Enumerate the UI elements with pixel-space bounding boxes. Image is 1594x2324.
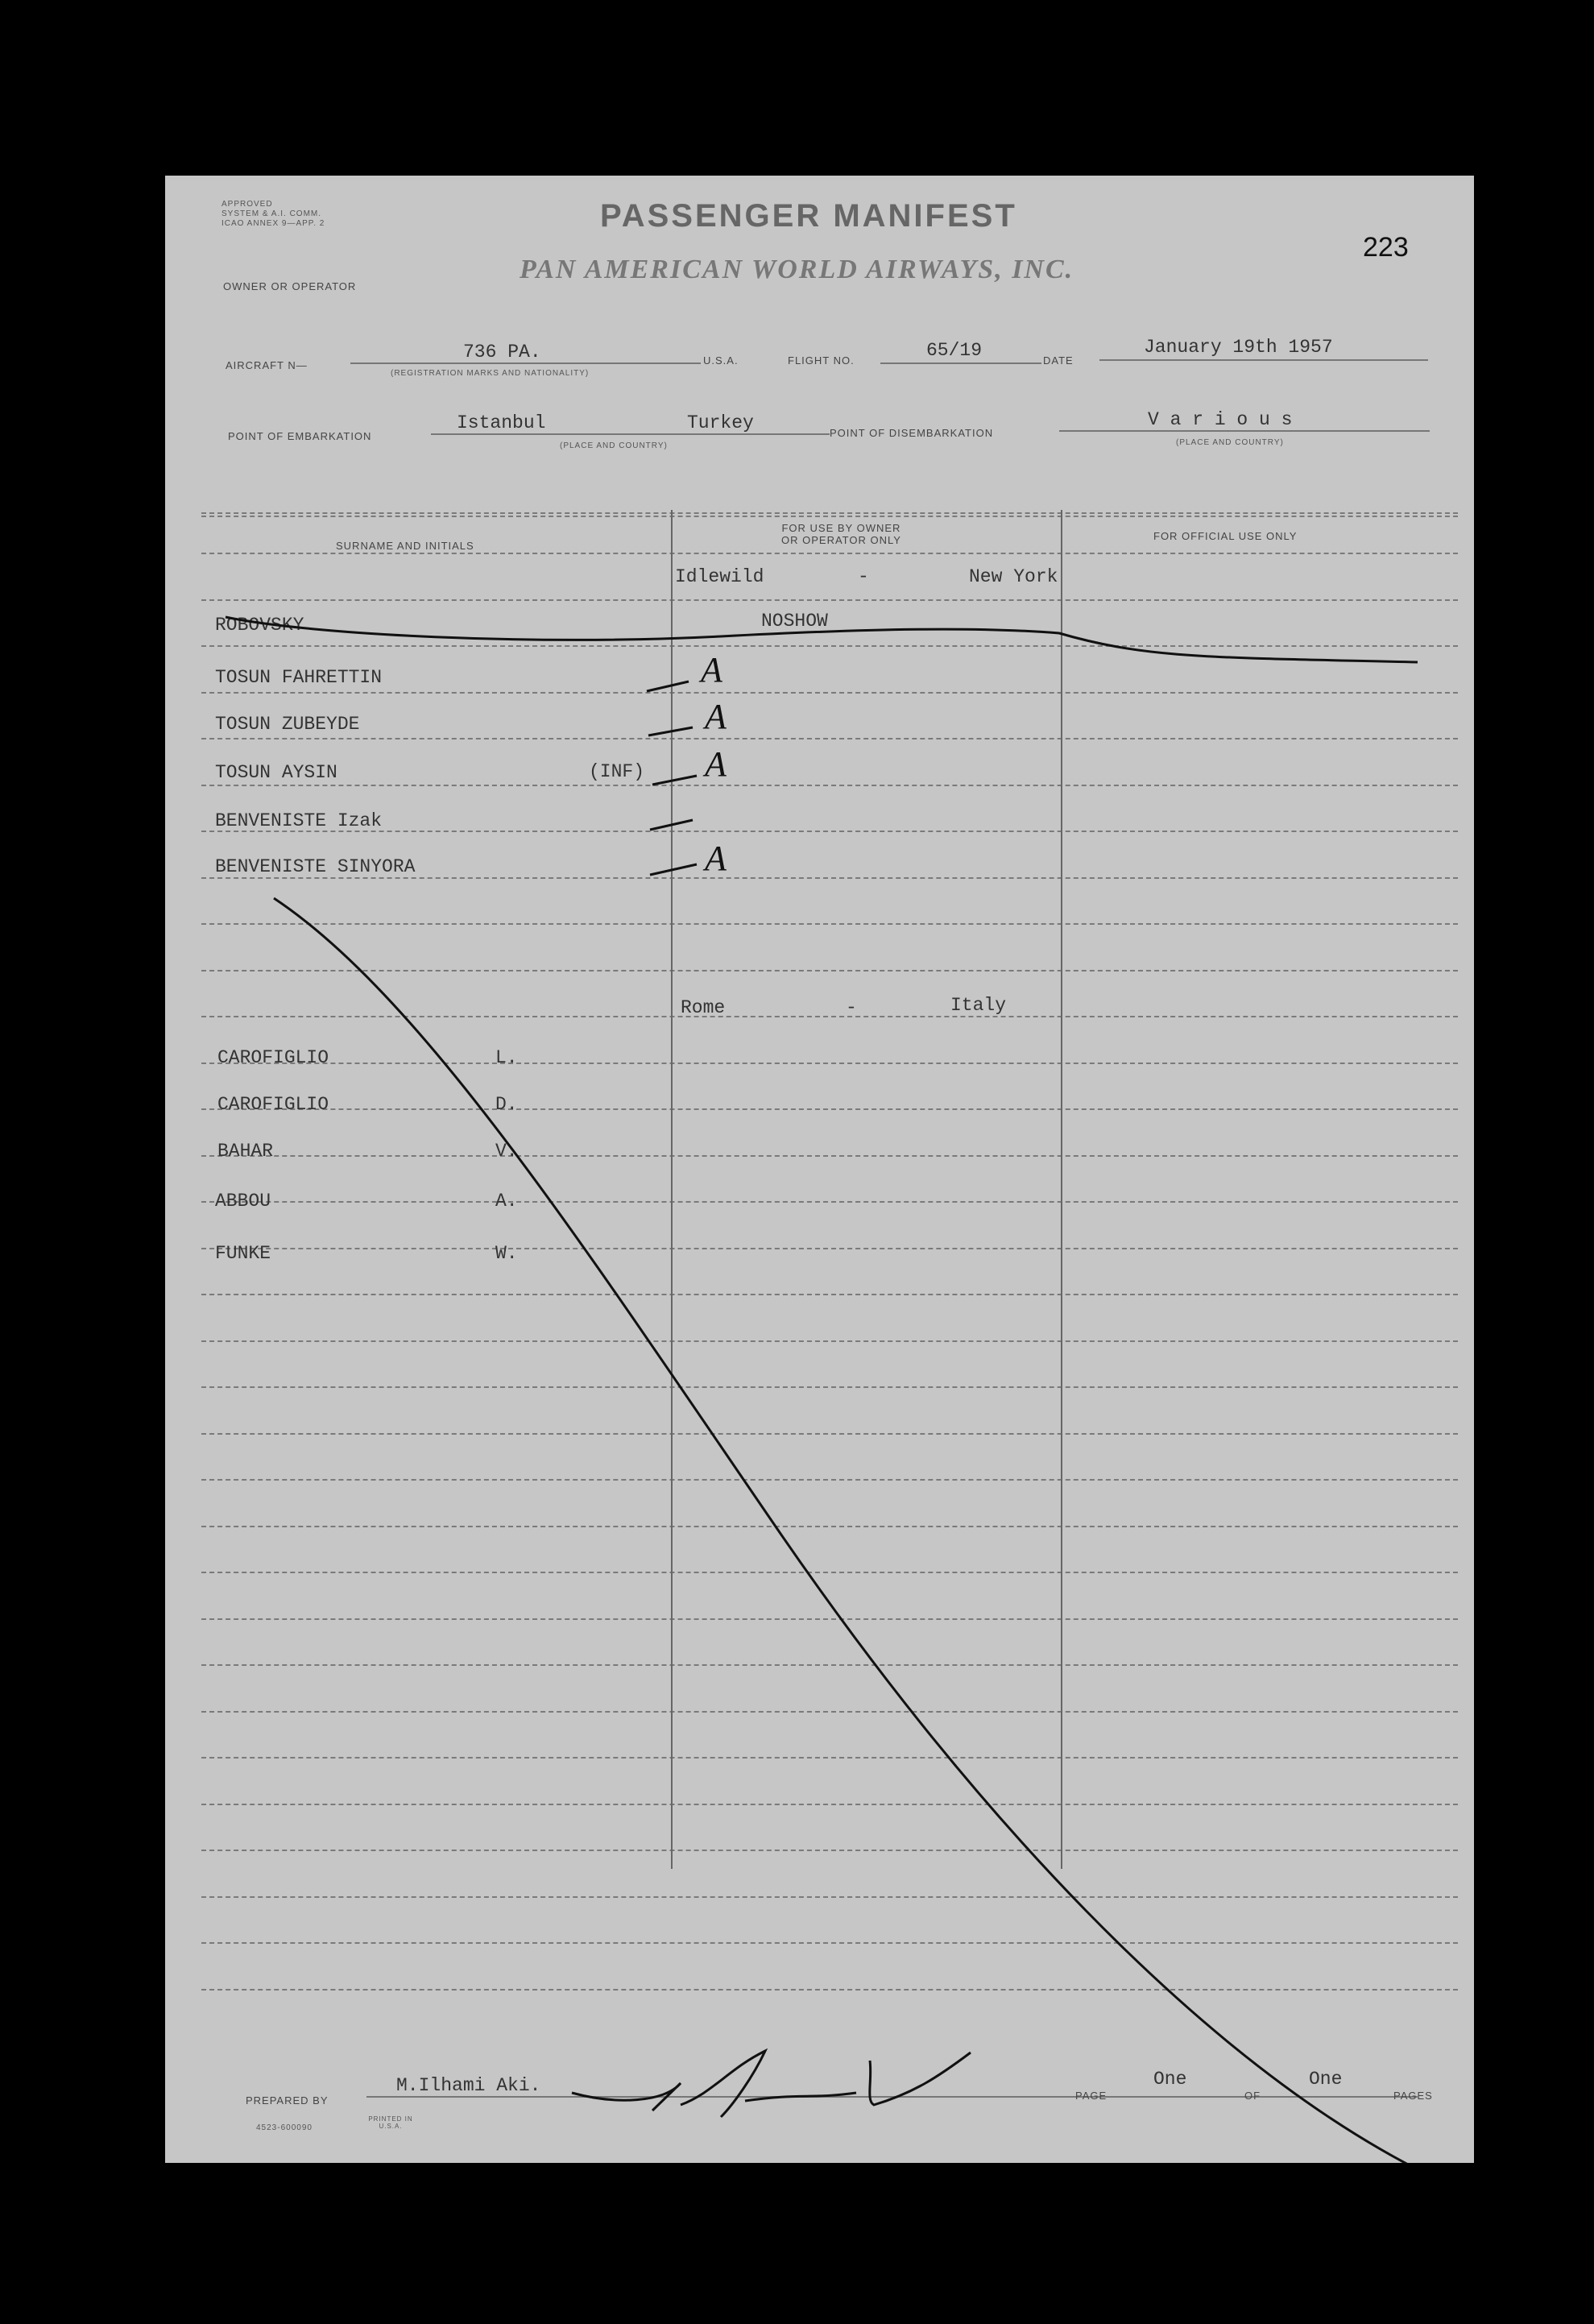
owner-header-line: FOR USE BY OWNER: [781, 522, 901, 534]
pen-strokes: [165, 176, 1474, 2163]
passenger-mark: A: [705, 839, 727, 878]
disembarkation-value: V a r i o u s: [1148, 409, 1293, 430]
form-title: PASSENGER MANIFEST: [600, 198, 1017, 234]
passenger-initial: D.: [495, 1094, 518, 1115]
embarkation-caption: (PLACE AND COUNTRY): [560, 441, 668, 450]
owner-label: OWNER OR OPERATOR: [223, 280, 357, 292]
passenger-name: TOSUN FAHRETTIN: [215, 667, 383, 688]
registration-caption: (REGISTRATION MARKS AND NATIONALITY): [391, 369, 590, 378]
owner-value: PAN AMERICAN WORLD AIRWAYS, INC.: [520, 255, 1074, 284]
usa-label: U.S.A.: [703, 354, 739, 367]
date-label: DATE: [1043, 354, 1074, 367]
group2-to: Italy: [950, 995, 1007, 1016]
check-dash: [647, 681, 689, 691]
passenger-extra: (INF): [589, 761, 645, 782]
diagonal-cancel-stroke: [274, 898, 1410, 2163]
aircraft-label: AIRCRAFT N—: [226, 359, 308, 371]
passenger-initial: L.: [495, 1047, 518, 1068]
passenger-mark: A: [705, 697, 727, 736]
printer-mark: PRINTED IN U.S.A.: [368, 2115, 413, 2130]
passenger-name: CAROFIGLIO: [217, 1094, 329, 1115]
group2-dash: -: [846, 997, 857, 1018]
group1-dash: -: [858, 566, 869, 587]
passenger-name: BAHAR: [217, 1141, 274, 1162]
passenger-name: FUNKE: [215, 1243, 271, 1264]
group1-to: New York: [969, 566, 1058, 587]
group1-from: Idlewild: [675, 566, 764, 587]
page-label: PAGE: [1075, 2090, 1108, 2102]
column-surname-header: SURNAME AND INITIALS: [336, 540, 474, 552]
passenger-initial: V.: [495, 1141, 518, 1162]
manifest-sheet: [165, 176, 1474, 2163]
group2-from: Rome: [681, 997, 726, 1018]
disembarkation-caption: (PLACE AND COUNTRY): [1176, 438, 1284, 447]
embarkation-city: Istanbul: [457, 412, 546, 433]
check-dash: [648, 727, 693, 735]
passenger-initial: W.: [495, 1243, 518, 1264]
check-dash: [650, 864, 697, 875]
flight-label: FLIGHT NO.: [788, 354, 855, 367]
disembarkation-label: POINT OF DISEMBARKATION: [830, 427, 994, 439]
sheet-page-number: 223: [1363, 232, 1409, 263]
passenger-name: ABBOU: [215, 1191, 271, 1212]
signature-stroke: [572, 2051, 971, 2117]
passenger-initial: A.: [495, 1191, 518, 1212]
passenger-name: ROBOVSKY: [215, 615, 304, 636]
check-dash: [652, 776, 697, 785]
passenger-name: BENVENISTE Izak: [215, 810, 383, 831]
of-value: One: [1309, 2069, 1343, 2090]
owner-header-line: OR OPERATOR ONLY: [781, 534, 901, 546]
passenger-mark: A: [705, 744, 727, 784]
aircraft-value: 736 PA.: [463, 342, 541, 362]
approval-line: ICAO ANNEX 9—APP. 2: [222, 219, 325, 228]
passenger-name: TOSUN AYSIN: [215, 762, 337, 783]
approval-line: APPROVED: [222, 200, 273, 209]
form-code: 4523-600090: [256, 2123, 313, 2132]
passenger-name: BENVENISTE SINYORA: [215, 856, 416, 877]
passenger-mark: A: [701, 650, 722, 690]
strikethrough-stroke: [226, 617, 1418, 662]
passenger-name: TOSUN ZUBEYDE: [215, 714, 360, 735]
check-dash: [650, 820, 693, 830]
passenger-name: CAROFIGLIO: [217, 1047, 329, 1068]
embarkation-label: POINT OF EMBARKATION: [228, 430, 372, 442]
column-official-header: FOR OFFICIAL USE ONLY: [1153, 530, 1298, 542]
flight-value: 65/19: [926, 340, 983, 361]
passenger-note: NOSHOW: [761, 611, 828, 632]
page-value: One: [1153, 2069, 1187, 2090]
prepared-value: M.Ilhami Aki.: [396, 2075, 541, 2096]
pages-label: PAGES: [1393, 2090, 1433, 2102]
approval-line: SYSTEM & A.I. COMM.: [222, 209, 322, 218]
of-label: OF: [1244, 2090, 1261, 2102]
prepared-label: PREPARED BY: [246, 2094, 329, 2107]
date-value: January 19th 1957: [1144, 337, 1333, 358]
embarkation-country: Turkey: [687, 412, 754, 433]
